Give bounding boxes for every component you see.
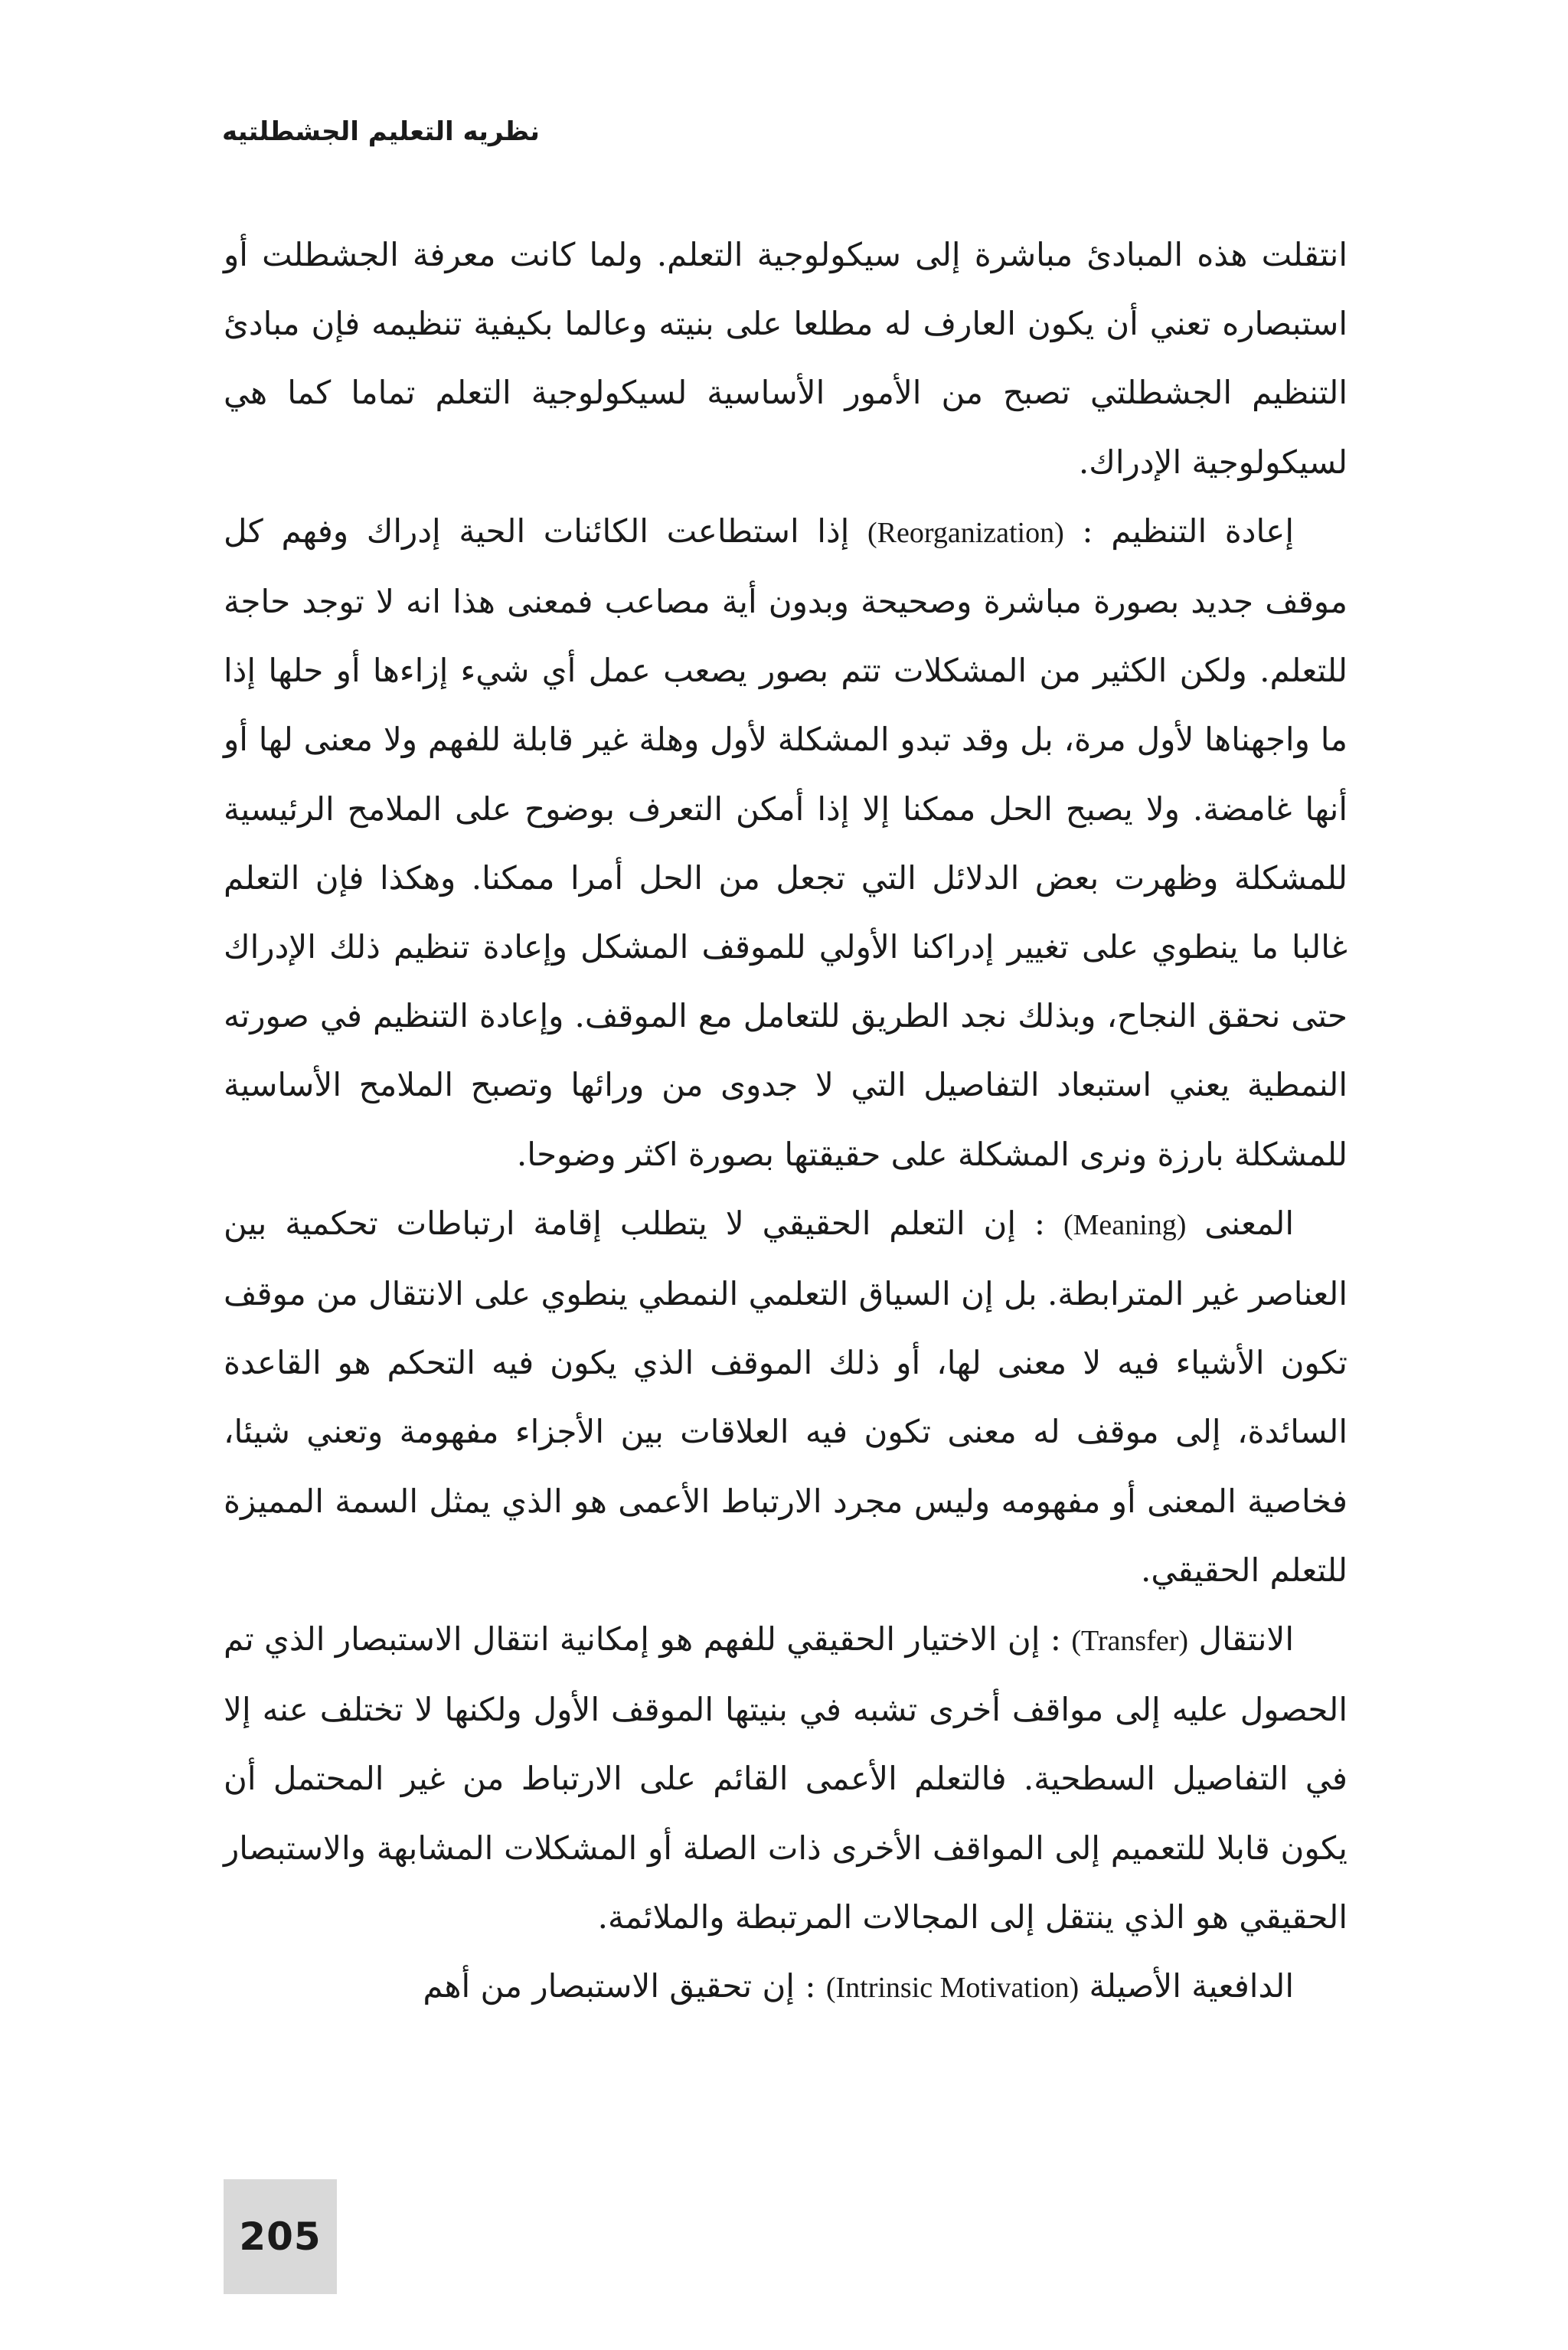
- page-number: 205: [239, 2214, 322, 2259]
- paragraph-intrinsic-motivation: [224, 1952, 1348, 2022]
- paragraph-text: : إن الاختيار الحقيقي للفهم هو إمكانية انتقال الاستبصار الذي تم الحصول عليه إلى مواقف أخرى تشبه في بنيتها الموقف الأول ولكنها لا تختلف عنه إلا في التفاصيل السطحية. فالتعلم الأعمى القائم على الارتباط من غير المحتمل أن يكون قابلا للتعميم إلى المواقف الأخرى ذات الصلة أو المشكلات المشابهة والاستبصار الحقيقي هو الذي ينتقل إلى المجالات المرتبطة والملائمة.: [224, 1620, 1348, 1936]
- paragraph-term: (Intrinsic Motivation): [825, 1972, 1080, 2005]
- paragraph-intro: [224, 221, 1348, 497]
- running-header: نظريه التعليم الجشطلتيه: [222, 116, 540, 147]
- body-text: [224, 221, 1348, 2022]
- paragraph-text: : إن تحقيق الاستبصار من أهم: [423, 1967, 816, 2005]
- paragraph-lead: الدافعية الأصيلة: [1089, 1967, 1294, 2005]
- page-number-box: [224, 2179, 337, 2294]
- paragraph-term: (Reorganization): [867, 516, 1064, 549]
- paragraph-term: (Transfer): [1071, 1625, 1189, 1658]
- paragraph-lead: إعادة التنظيم :: [1082, 512, 1294, 550]
- paragraph-lead: المعنى: [1204, 1204, 1294, 1242]
- paragraph-lead: الانتقال: [1198, 1620, 1295, 1659]
- paragraph-term: (Meaning): [1063, 1208, 1187, 1241]
- paragraph-transfer: [224, 1605, 1348, 1952]
- paragraph-text: إذا استطاعت الكائنات الحية إدراك وفهم كل موقف جديد بصورة مباشرة وصحيحة وبدون أية مصاعب فمعنى هذا انه لا توجد حاجة للتعلم. ولكن الكثير من المشكلات تتم بصور يصعب عمل أي شيء إزاءها أو حلها إذا ما واجهناها لأول مرة، بل وقد تبدو المشكلة لأول وهلة غير قابلة للفهم ولا معنى لها أو أنها غامضة. ولا يصبح الحل ممكنا إلا إذا أمكن التعرف بوضوح على الملامح الرئيسية للمشكلة وظهرت بعض الدلائل التي تجعل من الحل أمرا ممكنا. وهكذا فإن التعلم غالبا ما ينطوي على تغيير إدراكنا الأولي للموقف المشكل وإعادة تنظيم ذلك الإدراك حتى نحقق النجاح، وبذلك نجد الطريق للتعامل مع الموقف. وإعادة التنظيم في صورته النمطية يعني استبعاد التفاصيل التي لا جدوى من ورائها وتصبح الملامح الأساسية للمشكلة بارزة ونرى المشكلة على حقيقتها بصورة اكثر وضوحا.: [224, 512, 1348, 1173]
- paragraph-meaning: [224, 1189, 1348, 1605]
- paragraph-text: : إن التعلم الحقيقي لا يتطلب إقامة ارتباطات تحكمية بين العناصر غير المترابطة. بل إن السياق التعلمي النمطي ينطوي على الانتقال من موقف تكون الأشياء فيه لا معنى لها، أو ذلك الموقف الذي يكون فيه التحكم هو القاعدة السائدة، إلى موقف له معنى تكون فيه العلاقات بين الأجزاء مفهومة وتعني شيئا، فخاصية المعنى أو مفهومه وليس مجرد الارتباط الأعمى هو الذي يمثل السمة المميزة للتعلم الحقيقي.: [224, 1204, 1348, 1589]
- paragraph-reorganization: [224, 497, 1348, 1189]
- paragraph-text: انتقلت هذه المبادئ مباشرة إلى سيكولوجية التعلم. ولما كانت معرفة الجشطلت أو استبصاره تعني أن يكون العارف له مطلعا على بنيته وعالما بكيفية تنظيمه فإن مبادئ التنظيم الجشطلتي تصبح من الأمور الأساسية لسيكولوجية التعلم تماما كما هي لسيكولوجية الإدراك.: [224, 236, 1348, 481]
